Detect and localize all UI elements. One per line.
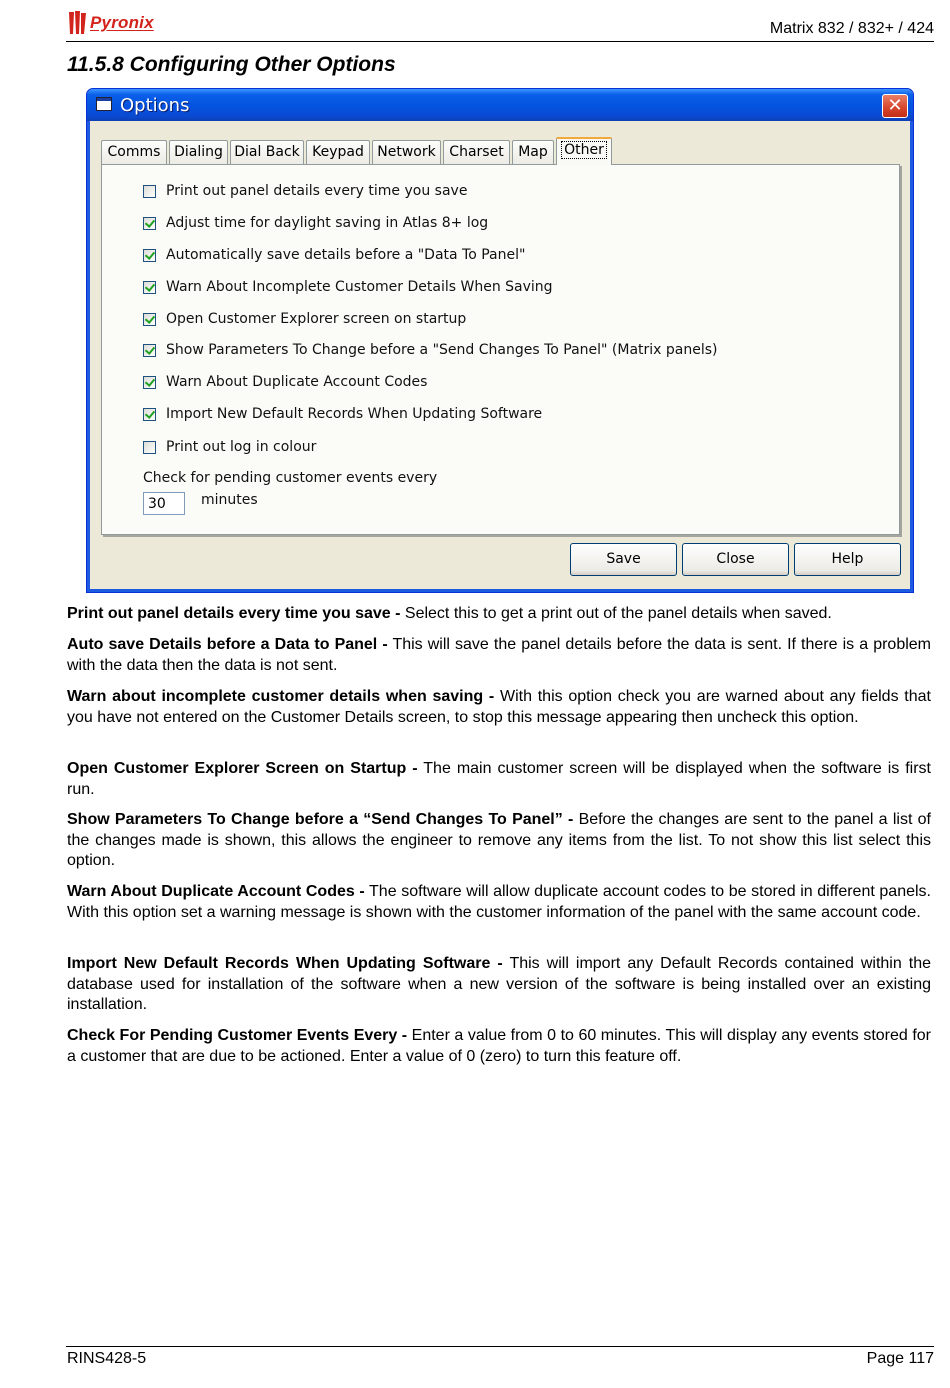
option-print-log-colour[interactable] — [143, 437, 316, 457]
tab-other-label: Other — [561, 141, 607, 159]
term: Print out panel details every time you save - — [67, 605, 401, 622]
option-label: Print out panel details every time you save — [166, 183, 468, 199]
tab-dial-back[interactable]: Dial Back — [230, 140, 304, 164]
term: Check For Pending Customer Events Every - — [67, 1027, 408, 1044]
option-label: Automatically save details before a "Data To Panel" — [166, 247, 526, 263]
tab-charset[interactable]: Charset — [443, 140, 510, 164]
description: This will import any Default Records contained within the database used for installation of the software when a new version of the software is being installed over an existing installation. — [67, 955, 931, 1013]
tab-map[interactable]: Map — [512, 140, 554, 164]
checkbox[interactable] — [143, 441, 156, 454]
option-label: Adjust time for daylight saving in Atlas 8+ log — [166, 215, 489, 231]
option-label: Warn About Duplicate Account Codes — [166, 374, 428, 390]
checkbox[interactable] — [143, 408, 156, 421]
close-icon[interactable]: ✕ — [882, 94, 908, 118]
window-icon — [96, 97, 112, 111]
description-paragraph — [67, 635, 931, 676]
minutes-label: minutes — [201, 492, 258, 508]
option-print-panel-details[interactable] — [143, 181, 467, 201]
option-label: Print out log in colour — [166, 439, 317, 455]
term: Open Customer Explorer Screen on Startup - — [67, 760, 418, 777]
other-tab-panel — [101, 164, 900, 535]
document-code: RINS428-5 — [67, 1350, 147, 1367]
description-paragraph — [67, 1026, 931, 1067]
description: The main customer screen will be displayed when the software is first run. — [67, 760, 931, 798]
description: Select this to get a print out of the panel details when saved. — [400, 605, 832, 622]
checkbox[interactable] — [143, 281, 156, 294]
option-daylight-saving[interactable] — [143, 213, 488, 233]
options-dialog — [86, 88, 914, 593]
pending-events-label: Check for pending customer events every — [143, 470, 438, 486]
tab-comms[interactable]: Comms — [101, 140, 167, 164]
term: Show Parameters To Change before a “Send Changes To Panel” - — [67, 811, 574, 828]
term: Import New Default Records When Updating Software - — [67, 955, 503, 972]
document-title: Matrix 832 / 832+ / 424 — [769, 20, 934, 37]
option-open-explorer[interactable] — [143, 309, 466, 329]
description-paragraph — [67, 954, 931, 1016]
checkbox[interactable] — [143, 376, 156, 389]
option-auto-save[interactable] — [143, 245, 525, 265]
close-button[interactable]: Close — [682, 543, 789, 576]
term: Auto save Details before a Data to Panel - — [67, 636, 388, 653]
dialog-title: Options — [120, 95, 190, 116]
tab-network[interactable]: Network — [372, 140, 441, 164]
tab-other[interactable] — [556, 137, 612, 165]
section-heading: 11.5.8 Configuring Other Options — [67, 53, 396, 76]
description: This will save the panel details before the data is sent. If there is a problem with the data then the data is not sent. — [67, 636, 931, 674]
save-button[interactable]: Save — [570, 543, 677, 576]
checkbox[interactable] — [143, 249, 156, 262]
option-warn-duplicate[interactable] — [143, 372, 427, 392]
flame-logo-icon — [68, 10, 88, 36]
footer-divider — [66, 1346, 934, 1347]
option-label: Open Customer Explorer screen on startup — [166, 311, 467, 327]
checkbox[interactable] — [143, 344, 156, 357]
option-label: Warn About Incomplete Customer Details When Saving — [166, 279, 553, 295]
option-label: Show Parameters To Change before a "Send Changes To Panel" (Matrix panels) — [166, 342, 718, 358]
description: Enter a value from 0 to 60 minutes. This will display any events stored for a customer that are due to be actioned. Enter a value of 0 (zero) to turn this feature off. — [67, 1027, 931, 1065]
help-button[interactable]: Help — [794, 543, 901, 576]
checkbox[interactable] — [143, 313, 156, 326]
tab-keypad[interactable]: Keypad — [306, 140, 370, 164]
option-show-parameters[interactable] — [143, 340, 718, 360]
description-paragraph — [67, 810, 931, 872]
option-warn-incomplete[interactable] — [143, 277, 553, 297]
description-paragraph — [67, 604, 931, 625]
checkbox[interactable] — [143, 185, 156, 198]
page-number: Page 117 — [866, 1350, 934, 1367]
tab-dialing[interactable]: Dialing — [169, 140, 228, 164]
option-import-defaults[interactable] — [143, 404, 542, 424]
description-paragraph — [67, 687, 931, 728]
description-paragraph — [67, 759, 931, 800]
term: Warn About Duplicate Account Codes - — [67, 883, 365, 900]
pending-minutes-input[interactable]: 30 — [143, 492, 185, 515]
header-divider — [66, 41, 934, 42]
description: With this option check you are warned about any fields that you have not entered on the Customer Details screen, to stop this message appearing then uncheck this option. — [67, 688, 931, 726]
option-label: Import New Default Records When Updating Software — [166, 406, 543, 422]
dialog-titlebar[interactable] — [87, 89, 913, 121]
logo-text: Pyronix — [90, 13, 154, 32]
description-paragraph — [67, 882, 931, 923]
term: Warn about incomplete customer details when saving - — [67, 688, 495, 705]
checkbox[interactable] — [143, 217, 156, 230]
pyronix-logo — [68, 8, 154, 38]
description: Before the changes are sent to the panel a list of the changes made is shown, this allows the engineer to remove any items from the list. To not show this list select this option. — [67, 811, 931, 869]
description: The software will allow duplicate account codes to be stored in different panels. With this option set a warning message is shown with the customer information of the panel with the same account code. — [67, 883, 931, 921]
